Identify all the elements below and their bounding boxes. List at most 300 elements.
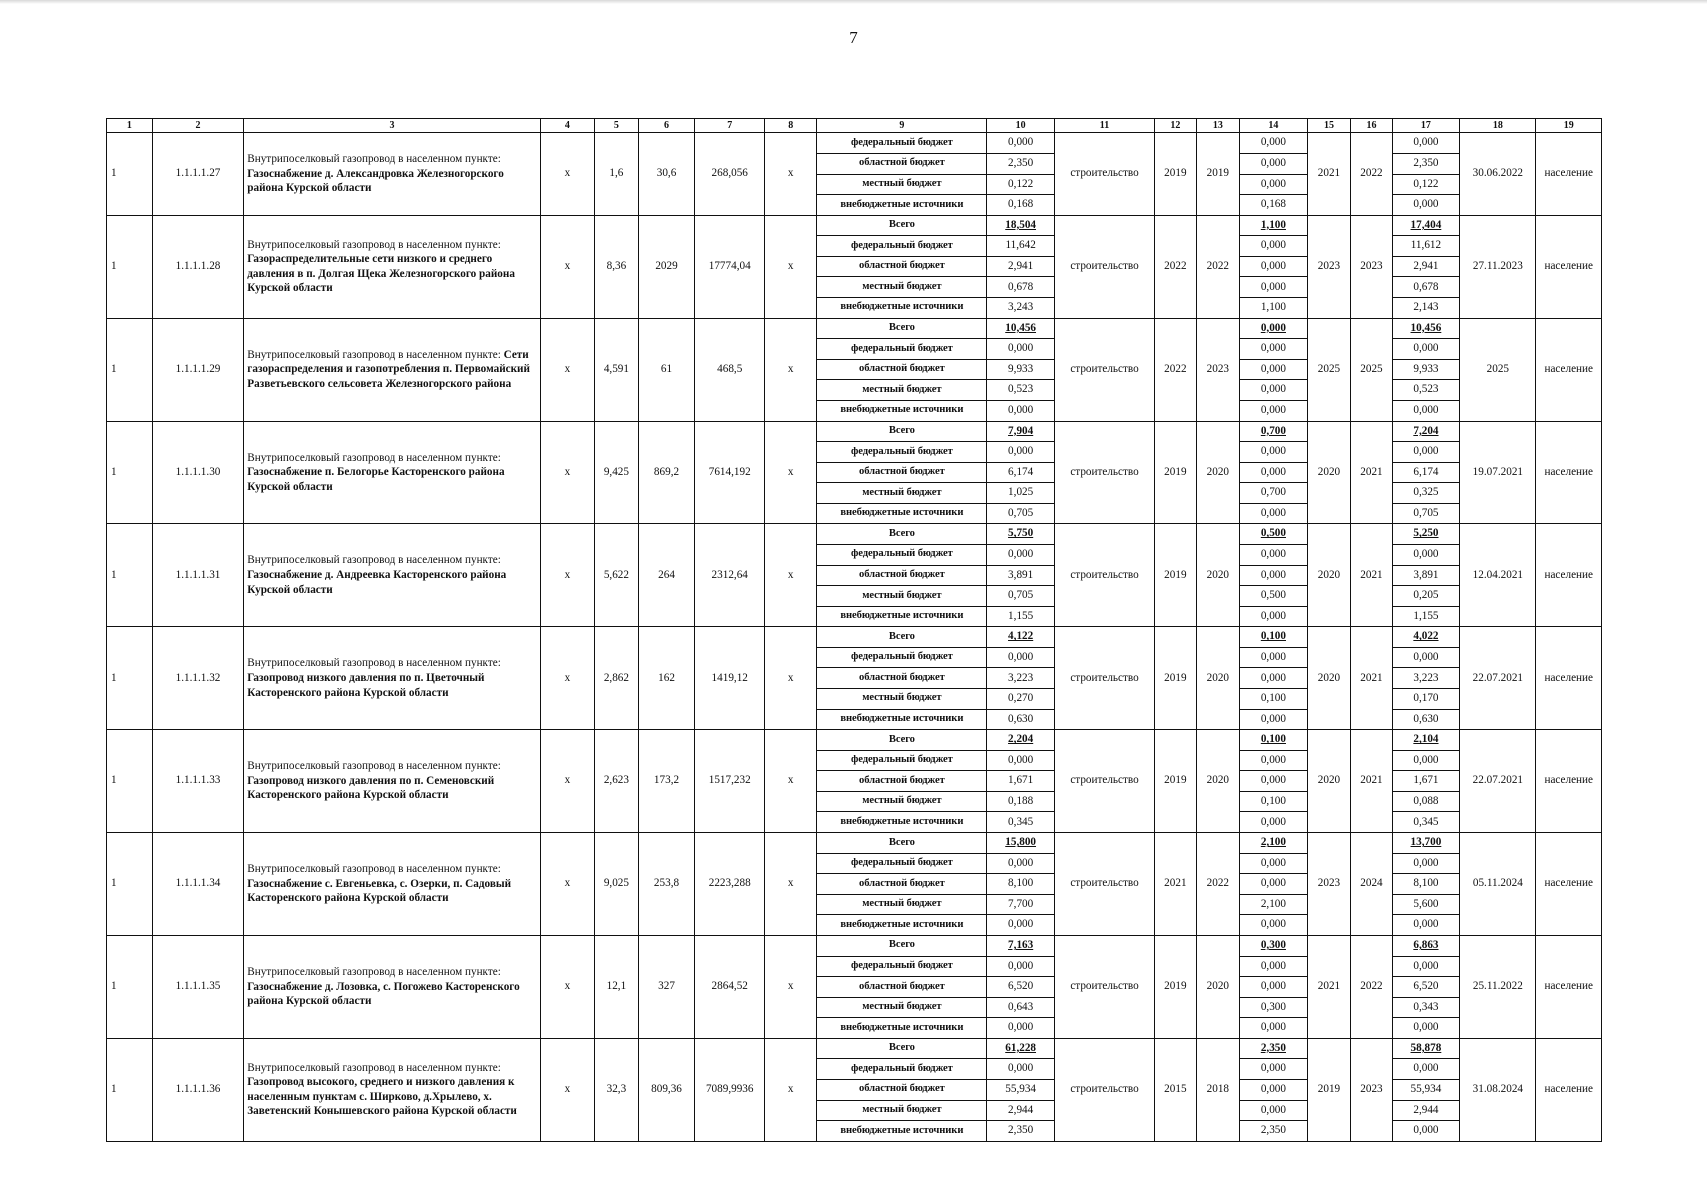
amount-col-14: 0,000 bbox=[1240, 462, 1308, 483]
description-main: Газоснабжение с. Евгеньевка, с. Озерки, п. Садовый Касторенского района Курской области bbox=[247, 877, 512, 905]
funding-source: областной бюджет bbox=[817, 256, 987, 277]
project-description bbox=[244, 133, 540, 215]
length-km: 32,3 bbox=[595, 1038, 639, 1141]
row-index: 1 bbox=[107, 935, 153, 1038]
description-prefix: Внутрипоселковый газопровод в населенном пункте: bbox=[247, 554, 501, 567]
funding-source: федеральный бюджет bbox=[817, 1059, 987, 1080]
funding-source: областной бюджет bbox=[817, 359, 987, 380]
year-start: 2019 bbox=[1155, 627, 1196, 730]
amount-col-10: 0,188 bbox=[987, 791, 1055, 812]
amount-col-14: 0,000 bbox=[1240, 277, 1308, 298]
amount-col-14: 0,100 bbox=[1240, 791, 1308, 812]
column-number-17: 17 bbox=[1392, 119, 1460, 133]
column-number-3: 3 bbox=[244, 119, 540, 133]
project-description bbox=[244, 318, 540, 421]
description-main: Газоснабжение д. Андреевка Касторенского района Курской области bbox=[247, 569, 507, 596]
column-number-19: 19 bbox=[1536, 119, 1602, 133]
budget-table-wrap bbox=[106, 118, 1602, 1142]
description-prefix: Внутрипоселковый газопровод в населенном пункте: bbox=[247, 1061, 501, 1074]
amount-col-17: 0,000 bbox=[1392, 915, 1460, 936]
amount-col-17: 10,456 bbox=[1392, 318, 1460, 339]
amount-col-10: 3,243 bbox=[987, 298, 1055, 319]
amount-col-17: 0,170 bbox=[1392, 689, 1460, 710]
description-prefix: Внутрипоселковый газопровод в населенном пункте: bbox=[247, 863, 501, 876]
description-main: Газораспределительные сети низкого и среднего давления в п. Долгая Щека Железногорского района Курской области bbox=[247, 253, 515, 295]
year-col-16: 2023 bbox=[1351, 215, 1392, 318]
amount-col-17: 9,933 bbox=[1392, 359, 1460, 380]
funding-source: местный бюджет bbox=[817, 174, 987, 195]
amount-col-10: 0,000 bbox=[987, 1059, 1055, 1080]
funding-source: Всего bbox=[817, 421, 987, 442]
funding-source: Всего bbox=[817, 627, 987, 648]
amount-col-10: 0,523 bbox=[987, 380, 1055, 401]
amount-col-17: 0,678 bbox=[1392, 277, 1460, 298]
year-col-15: 2020 bbox=[1307, 730, 1351, 833]
amount-col-14: 0,000 bbox=[1240, 1059, 1308, 1080]
row-index: 1 bbox=[107, 215, 153, 318]
row-index: 1 bbox=[107, 524, 153, 627]
col-8-value: х bbox=[765, 935, 817, 1038]
amount-col-10: 0,000 bbox=[987, 544, 1055, 565]
col-7-value: 2312,64 bbox=[695, 524, 765, 627]
description-main: Газопровод низкого давления по п. Цветочный Касторенского района Курской области bbox=[247, 671, 485, 699]
column-number-5: 5 bbox=[595, 119, 639, 133]
year-col-16: 2022 bbox=[1351, 133, 1392, 215]
completion-date: 22.07.2021 bbox=[1460, 627, 1536, 730]
funding-source: федеральный бюджет bbox=[817, 647, 987, 668]
amount-col-14: 0,000 bbox=[1240, 977, 1308, 998]
year-col-15: 2021 bbox=[1307, 133, 1351, 215]
year-start: 2015 bbox=[1155, 1038, 1196, 1141]
length-km: 5,622 bbox=[595, 524, 639, 627]
row-index: 1 bbox=[107, 730, 153, 833]
year-start: 2019 bbox=[1155, 730, 1196, 833]
funding-source: местный бюджет bbox=[817, 586, 987, 607]
project-code: 1.1.1.1.32 bbox=[152, 627, 244, 730]
year-col-16: 2024 bbox=[1351, 833, 1392, 936]
col-7-value: 7089,9936 bbox=[695, 1038, 765, 1141]
column-number-row bbox=[107, 119, 1602, 133]
column-number-16: 16 bbox=[1351, 119, 1392, 133]
length-km: 1,6 bbox=[595, 133, 639, 215]
amount-col-14: 0,000 bbox=[1240, 544, 1308, 565]
amount-col-14: 0,168 bbox=[1240, 195, 1308, 216]
col-4-value: х bbox=[540, 421, 594, 524]
amount-col-17: 6,174 bbox=[1392, 462, 1460, 483]
project-code: 1.1.1.1.33 bbox=[152, 730, 244, 833]
col-7-value: 7614,192 bbox=[695, 421, 765, 524]
completion-date: 2025 bbox=[1460, 318, 1536, 421]
length-km: 9,425 bbox=[595, 421, 639, 524]
column-number-11: 11 bbox=[1054, 119, 1154, 133]
funding-source: внебюджетные источники bbox=[817, 195, 987, 216]
funding-source: внебюджетные источники bbox=[817, 400, 987, 421]
funding-source: Всего bbox=[817, 215, 987, 236]
col-8-value: х bbox=[765, 730, 817, 833]
column-number-6: 6 bbox=[638, 119, 695, 133]
work-stage: строительство bbox=[1054, 833, 1154, 936]
amount-col-17: 0,000 bbox=[1392, 1018, 1460, 1039]
col-7-value: 1419,12 bbox=[695, 627, 765, 730]
work-stage: строительство bbox=[1054, 215, 1154, 318]
amount-col-10: 0,345 bbox=[987, 812, 1055, 833]
funding-source: областной бюджет bbox=[817, 153, 987, 174]
amount-col-17: 13,700 bbox=[1392, 833, 1460, 854]
amount-col-17: 2,350 bbox=[1392, 153, 1460, 174]
table-row bbox=[107, 215, 1602, 236]
year-end: 2022 bbox=[1196, 833, 1240, 936]
amount-col-17: 6,520 bbox=[1392, 977, 1460, 998]
amount-col-10: 15,800 bbox=[987, 833, 1055, 854]
amount-col-10: 7,163 bbox=[987, 935, 1055, 956]
amount-col-10: 0,000 bbox=[987, 442, 1055, 463]
row-index: 1 bbox=[107, 1038, 153, 1141]
amount-col-14: 0,000 bbox=[1240, 668, 1308, 689]
description-main: Газоснабжение п. Белогорье Касторенского района Курской области bbox=[247, 466, 505, 493]
year-end: 2018 bbox=[1196, 1038, 1240, 1141]
work-stage: строительство bbox=[1054, 421, 1154, 524]
funding-source: федеральный бюджет bbox=[817, 339, 987, 360]
column-number-14: 14 bbox=[1240, 119, 1308, 133]
col-6-value: 264 bbox=[638, 524, 695, 627]
year-start: 2021 bbox=[1155, 833, 1196, 936]
amount-col-14: 0,000 bbox=[1240, 1018, 1308, 1039]
amount-col-14: 0,100 bbox=[1240, 730, 1308, 751]
completion-date: 27.11.2023 bbox=[1460, 215, 1536, 318]
beneficiary: население bbox=[1536, 421, 1602, 524]
length-km: 2,623 bbox=[595, 730, 639, 833]
amount-col-14: 0,100 bbox=[1240, 627, 1308, 648]
funding-source: местный бюджет bbox=[817, 277, 987, 298]
amount-col-17: 2,941 bbox=[1392, 256, 1460, 277]
funding-source: местный бюджет bbox=[817, 689, 987, 710]
column-number-12: 12 bbox=[1155, 119, 1196, 133]
amount-col-17: 7,204 bbox=[1392, 421, 1460, 442]
col-4-value: х bbox=[540, 935, 594, 1038]
column-number-18: 18 bbox=[1460, 119, 1536, 133]
col-4-value: х bbox=[540, 215, 594, 318]
amount-col-10: 0,000 bbox=[987, 647, 1055, 668]
amount-col-10: 0,270 bbox=[987, 689, 1055, 710]
amount-col-17: 0,000 bbox=[1392, 400, 1460, 421]
funding-source: областной бюджет bbox=[817, 874, 987, 895]
funding-source: Всего bbox=[817, 1038, 987, 1059]
amount-col-17: 0,000 bbox=[1392, 853, 1460, 874]
amount-col-14: 0,700 bbox=[1240, 483, 1308, 504]
amount-col-10: 2,944 bbox=[987, 1100, 1055, 1121]
description-prefix: Внутрипоселковый газопровод в населенном пункте: bbox=[247, 966, 501, 979]
col-8-value: х bbox=[765, 421, 817, 524]
funding-source: внебюджетные источники bbox=[817, 298, 987, 319]
col-7-value: 468,5 bbox=[695, 318, 765, 421]
completion-date: 19.07.2021 bbox=[1460, 421, 1536, 524]
amount-col-14: 0,000 bbox=[1240, 565, 1308, 586]
col-4-value: х bbox=[540, 833, 594, 936]
amount-col-14: 2,100 bbox=[1240, 894, 1308, 915]
amount-col-17: 5,250 bbox=[1392, 524, 1460, 545]
year-start: 2022 bbox=[1155, 318, 1196, 421]
funding-source: федеральный бюджет bbox=[817, 544, 987, 565]
budget-table bbox=[106, 118, 1602, 1142]
amount-col-14: 0,000 bbox=[1240, 318, 1308, 339]
beneficiary: население bbox=[1536, 215, 1602, 318]
completion-date: 30.06.2022 bbox=[1460, 133, 1536, 215]
amount-col-17: 0,000 bbox=[1392, 544, 1460, 565]
table-row bbox=[107, 627, 1602, 648]
funding-source: местный бюджет bbox=[817, 894, 987, 915]
amount-col-17: 1,671 bbox=[1392, 771, 1460, 792]
amount-col-14: 0,000 bbox=[1240, 442, 1308, 463]
amount-col-10: 1,025 bbox=[987, 483, 1055, 504]
column-number-8: 8 bbox=[765, 119, 817, 133]
amount-col-14: 2,350 bbox=[1240, 1038, 1308, 1059]
year-start: 2019 bbox=[1155, 421, 1196, 524]
year-col-16: 2025 bbox=[1351, 318, 1392, 421]
amount-col-14: 0,300 bbox=[1240, 997, 1308, 1018]
amount-col-10: 55,934 bbox=[987, 1080, 1055, 1101]
project-code: 1.1.1.1.27 bbox=[152, 133, 244, 215]
year-end: 2020 bbox=[1196, 524, 1240, 627]
amount-col-10: 61,228 bbox=[987, 1038, 1055, 1059]
amount-col-10: 4,122 bbox=[987, 627, 1055, 648]
year-col-15: 2019 bbox=[1307, 1038, 1351, 1141]
length-km: 2,862 bbox=[595, 627, 639, 730]
amount-col-17: 0,000 bbox=[1392, 1059, 1460, 1080]
col-4-value: х bbox=[540, 524, 594, 627]
project-code: 1.1.1.1.30 bbox=[152, 421, 244, 524]
amount-col-10: 0,000 bbox=[987, 853, 1055, 874]
completion-date: 31.08.2024 bbox=[1460, 1038, 1536, 1141]
col-7-value: 2864,52 bbox=[695, 935, 765, 1038]
description-main: Газоснабжение д. Лозовка, с. Погожево Касторенского района Курской области bbox=[247, 980, 520, 1008]
amount-col-10: 0,705 bbox=[987, 503, 1055, 524]
funding-source: Всего bbox=[817, 935, 987, 956]
col-6-value: 173,2 bbox=[638, 730, 695, 833]
description-main: Газопровод низкого давления по п. Семеновский Касторенского района Курской области bbox=[247, 774, 495, 802]
amount-col-10: 0,168 bbox=[987, 195, 1055, 216]
project-code: 1.1.1.1.36 bbox=[152, 1038, 244, 1141]
amount-col-14: 0,000 bbox=[1240, 1100, 1308, 1121]
work-stage: строительство bbox=[1054, 133, 1154, 215]
column-number-15: 15 bbox=[1307, 119, 1351, 133]
year-end: 2020 bbox=[1196, 730, 1240, 833]
funding-source: областной бюджет bbox=[817, 977, 987, 998]
beneficiary: население bbox=[1536, 1038, 1602, 1141]
amount-col-14: 0,000 bbox=[1240, 174, 1308, 195]
amount-col-17: 8,100 bbox=[1392, 874, 1460, 895]
amount-col-17: 0,122 bbox=[1392, 174, 1460, 195]
amount-col-10: 0,705 bbox=[987, 586, 1055, 607]
scan-edge bbox=[0, 0, 1707, 4]
funding-source: местный бюджет bbox=[817, 791, 987, 812]
amount-col-14: 0,000 bbox=[1240, 606, 1308, 627]
col-4-value: х bbox=[540, 627, 594, 730]
amount-col-10: 6,520 bbox=[987, 977, 1055, 998]
year-col-15: 2020 bbox=[1307, 421, 1351, 524]
table-row bbox=[107, 935, 1602, 956]
amount-col-17: 0,088 bbox=[1392, 791, 1460, 812]
col-4-value: х bbox=[540, 730, 594, 833]
amount-col-17: 3,223 bbox=[1392, 668, 1460, 689]
col-8-value: х bbox=[765, 215, 817, 318]
amount-col-10: 1,671 bbox=[987, 771, 1055, 792]
amount-col-14: 0,700 bbox=[1240, 421, 1308, 442]
amount-col-14: 0,000 bbox=[1240, 153, 1308, 174]
row-index: 1 bbox=[107, 318, 153, 421]
amount-col-14: 0,000 bbox=[1240, 915, 1308, 936]
col-4-value: х bbox=[540, 133, 594, 215]
amount-col-10: 0,643 bbox=[987, 997, 1055, 1018]
project-description bbox=[244, 215, 540, 318]
amount-col-14: 0,500 bbox=[1240, 524, 1308, 545]
col-4-value: х bbox=[540, 1038, 594, 1141]
amount-col-14: 0,300 bbox=[1240, 935, 1308, 956]
description-main: Сети газораспределения и газопотребления п. Первомайский Разветьевского сельсовета Железногорского района bbox=[247, 348, 530, 390]
funding-source: федеральный бюджет bbox=[817, 956, 987, 977]
beneficiary: население bbox=[1536, 627, 1602, 730]
amount-col-10: 3,891 bbox=[987, 565, 1055, 586]
amount-col-17: 0,000 bbox=[1392, 750, 1460, 771]
beneficiary: население bbox=[1536, 730, 1602, 833]
amount-col-14: 0,000 bbox=[1240, 503, 1308, 524]
table-body bbox=[107, 119, 1602, 1142]
project-description bbox=[244, 833, 540, 936]
amount-col-17: 5,600 bbox=[1392, 894, 1460, 915]
col-8-value: х bbox=[765, 1038, 817, 1141]
amount-col-10: 0,000 bbox=[987, 400, 1055, 421]
amount-col-17: 55,934 bbox=[1392, 1080, 1460, 1101]
amount-col-17: 0,000 bbox=[1392, 339, 1460, 360]
amount-col-17: 0,523 bbox=[1392, 380, 1460, 401]
funding-source: внебюджетные источники bbox=[817, 812, 987, 833]
amount-col-14: 0,000 bbox=[1240, 339, 1308, 360]
funding-source: внебюджетные источники bbox=[817, 709, 987, 730]
year-end: 2022 bbox=[1196, 215, 1240, 318]
funding-source: федеральный бюджет bbox=[817, 853, 987, 874]
amount-col-14: 0,000 bbox=[1240, 956, 1308, 977]
funding-source: областной бюджет bbox=[817, 565, 987, 586]
col-6-value: 61 bbox=[638, 318, 695, 421]
funding-source: внебюджетные источники bbox=[817, 1018, 987, 1039]
amount-col-14: 0,500 bbox=[1240, 586, 1308, 607]
year-start: 2019 bbox=[1155, 133, 1196, 215]
year-col-16: 2021 bbox=[1351, 730, 1392, 833]
col-6-value: 162 bbox=[638, 627, 695, 730]
funding-source: внебюджетные источники bbox=[817, 1121, 987, 1142]
year-col-16: 2022 bbox=[1351, 935, 1392, 1038]
amount-col-10: 2,941 bbox=[987, 256, 1055, 277]
table-row bbox=[107, 524, 1602, 545]
amount-col-10: 0,122 bbox=[987, 174, 1055, 195]
amount-col-17: 0,000 bbox=[1392, 956, 1460, 977]
amount-col-17: 2,104 bbox=[1392, 730, 1460, 751]
year-col-15: 2023 bbox=[1307, 833, 1351, 936]
amount-col-14: 0,000 bbox=[1240, 380, 1308, 401]
funding-source: Всего bbox=[817, 318, 987, 339]
amount-col-17: 0,345 bbox=[1392, 812, 1460, 833]
column-number-2: 2 bbox=[152, 119, 244, 133]
funding-source: областной бюджет bbox=[817, 668, 987, 689]
amount-col-10: 2,350 bbox=[987, 1121, 1055, 1142]
amount-col-17: 0,705 bbox=[1392, 503, 1460, 524]
work-stage: строительство bbox=[1054, 318, 1154, 421]
amount-col-14: 1,100 bbox=[1240, 298, 1308, 319]
table-row bbox=[107, 1038, 1602, 1059]
amount-col-14: 2,350 bbox=[1240, 1121, 1308, 1142]
amount-col-10: 11,642 bbox=[987, 236, 1055, 257]
amount-col-10: 0,678 bbox=[987, 277, 1055, 298]
work-stage: строительство bbox=[1054, 1038, 1154, 1141]
amount-col-10: 0,000 bbox=[987, 915, 1055, 936]
amount-col-14: 0,000 bbox=[1240, 400, 1308, 421]
funding-source: внебюджетные источники bbox=[817, 915, 987, 936]
project-code: 1.1.1.1.31 bbox=[152, 524, 244, 627]
funding-source: областной бюджет bbox=[817, 462, 987, 483]
description-main: Газоснабжение д. Александровка Железногорского района Курской области bbox=[247, 167, 504, 195]
amount-col-14: 0,000 bbox=[1240, 647, 1308, 668]
description-prefix: Внутрипоселковый газопровод в населенном пункте: bbox=[247, 657, 501, 670]
funding-source: областной бюджет bbox=[817, 1080, 987, 1101]
description-main: Газопровод высокого, среднего и низкого давления к населенным пунктам с. Ширково, д.Хрылево, х. Заветенский Конышевского района Курской области bbox=[247, 1076, 517, 1118]
amount-col-10: 0,000 bbox=[987, 339, 1055, 360]
funding-source: федеральный бюджет bbox=[817, 236, 987, 257]
amount-col-17: 58,878 bbox=[1392, 1038, 1460, 1059]
amount-col-14: 0,000 bbox=[1240, 771, 1308, 792]
amount-col-17: 0,205 bbox=[1392, 586, 1460, 607]
amount-col-10: 0,000 bbox=[987, 956, 1055, 977]
amount-col-10: 0,000 bbox=[987, 1018, 1055, 1039]
col-7-value: 1517,232 bbox=[695, 730, 765, 833]
funding-source: федеральный бюджет bbox=[817, 133, 987, 154]
work-stage: строительство bbox=[1054, 730, 1154, 833]
year-col-15: 2020 bbox=[1307, 627, 1351, 730]
column-number-7: 7 bbox=[695, 119, 765, 133]
work-stage: строительство bbox=[1054, 524, 1154, 627]
col-6-value: 30,6 bbox=[638, 133, 695, 215]
year-col-15: 2023 bbox=[1307, 215, 1351, 318]
year-end: 2019 bbox=[1196, 133, 1240, 215]
col-4-value: х bbox=[540, 318, 594, 421]
amount-col-14: 0,000 bbox=[1240, 236, 1308, 257]
project-code: 1.1.1.1.28 bbox=[152, 215, 244, 318]
length-km: 8,36 bbox=[595, 215, 639, 318]
amount-col-14: 0,000 bbox=[1240, 133, 1308, 154]
year-col-16: 2021 bbox=[1351, 524, 1392, 627]
table-row bbox=[107, 133, 1602, 154]
beneficiary: население bbox=[1536, 318, 1602, 421]
amount-col-14: 0,100 bbox=[1240, 689, 1308, 710]
completion-date: 25.11.2022 bbox=[1460, 935, 1536, 1038]
length-km: 12,1 bbox=[595, 935, 639, 1038]
page-number: 7 bbox=[849, 28, 858, 47]
length-km: 9,025 bbox=[595, 833, 639, 936]
project-description bbox=[244, 421, 540, 524]
amount-col-17: 0,000 bbox=[1392, 1121, 1460, 1142]
year-start: 2019 bbox=[1155, 524, 1196, 627]
beneficiary: население bbox=[1536, 133, 1602, 215]
col-6-value: 869,2 bbox=[638, 421, 695, 524]
description-prefix: Внутрипоселковый газопровод в населенном пункте: bbox=[247, 760, 501, 773]
year-start: 2019 bbox=[1155, 935, 1196, 1038]
funding-source: областной бюджет bbox=[817, 771, 987, 792]
completion-date: 05.11.2024 bbox=[1460, 833, 1536, 936]
amount-col-17: 0,630 bbox=[1392, 709, 1460, 730]
amount-col-17: 0,343 bbox=[1392, 997, 1460, 1018]
amount-col-17: 0,000 bbox=[1392, 647, 1460, 668]
amount-col-17: 3,891 bbox=[1392, 565, 1460, 586]
col-6-value: 327 bbox=[638, 935, 695, 1038]
amount-col-14: 0,000 bbox=[1240, 256, 1308, 277]
